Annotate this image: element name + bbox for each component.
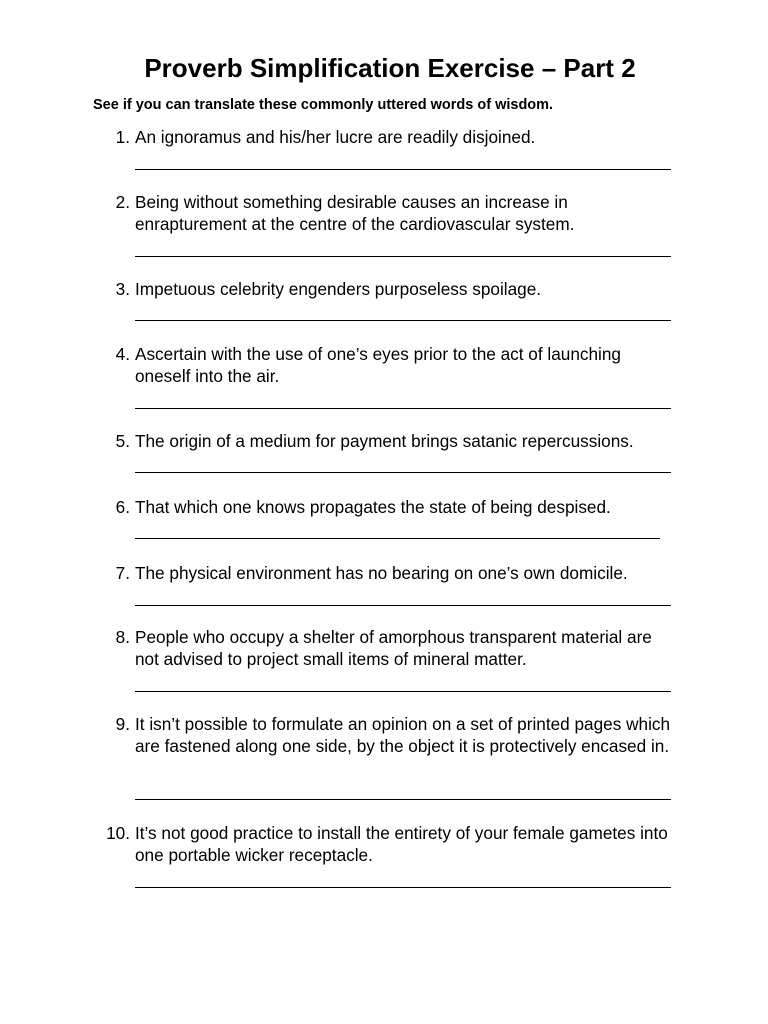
item-number: 1. xyxy=(115,127,130,147)
item-number: 2. xyxy=(115,192,130,212)
answer-line[interactable] xyxy=(135,691,671,692)
item-prompt: Being without something desirable causes an increase in enrapturement at the centre of the cardiovascular system. xyxy=(135,192,575,234)
item-prompt: It isn’t possible to formulate an opinion on a set of printed pages which are fastened along one side, by the object it is protectively encased in. xyxy=(135,714,671,756)
answer-line[interactable] xyxy=(135,256,671,257)
answer-line[interactable] xyxy=(135,538,660,539)
page-title: Proverb Simplification Exercise – Part 2 xyxy=(144,53,636,83)
item-number: 6. xyxy=(115,497,130,517)
item-number: 7. xyxy=(115,563,130,583)
answer-line[interactable] xyxy=(135,169,671,170)
item-number: 10. xyxy=(106,823,130,843)
item-number: 4. xyxy=(115,344,130,364)
item-number: 9. xyxy=(115,714,130,734)
item-prompt: It’s not good practice to install the entirety of your female gametes into one portable wicker receptacle. xyxy=(135,823,668,865)
item-prompt: An ignoramus and his/her lucre are readily disjoined. xyxy=(135,127,536,147)
answer-line[interactable] xyxy=(135,408,671,409)
answer-line[interactable] xyxy=(135,472,671,473)
item-prompt: Impetuous celebrity engenders purposeless spoilage. xyxy=(135,279,542,299)
item-number: 3. xyxy=(115,279,130,299)
item-number: 8. xyxy=(115,627,130,647)
answer-line[interactable] xyxy=(135,799,671,800)
item-prompt: The origin of a medium for payment brings satanic repercussions. xyxy=(135,431,634,451)
answer-line[interactable] xyxy=(135,320,671,321)
item-prompt: The physical environment has no bearing on one’s own domicile. xyxy=(135,563,628,583)
instruction-text: See if you can translate these commonly uttered words of wisdom. xyxy=(93,97,554,113)
item-number: 5. xyxy=(115,431,130,451)
item-prompt: Ascertain with the use of one’s eyes prior to the act of launching oneself into the air. xyxy=(135,344,621,386)
answer-line[interactable] xyxy=(135,887,671,888)
item-prompt: That which one knows propagates the state of being despised. xyxy=(135,497,611,517)
answer-line[interactable] xyxy=(135,605,671,606)
item-prompt: People who occupy a shelter of amorphous transparent material are not advised to project small items of mineral matter. xyxy=(135,627,652,669)
